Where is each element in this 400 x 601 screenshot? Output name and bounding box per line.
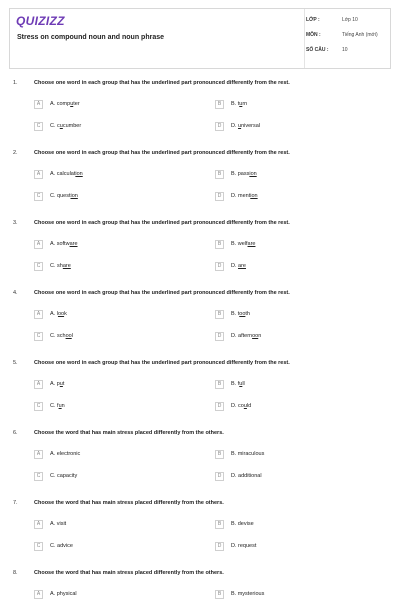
option-text-suffix: n (258, 333, 262, 339)
option-text-prefix: A. physical (50, 591, 77, 597)
option-underlined-part: oo (252, 333, 259, 339)
option-letter-box[interactable]: A (34, 520, 43, 529)
option-text-prefix: A. visit (50, 521, 67, 527)
question-number: 6. (13, 430, 18, 436)
option-text-prefix: D. (231, 263, 239, 269)
question-text: Choose the word that has main stress placed differently from the others. (34, 500, 224, 506)
option-underlined-part: ion (250, 193, 258, 199)
option-letter-box[interactable]: B (215, 590, 224, 599)
option-underlined-part: u (59, 123, 63, 129)
meta-subject-label: MÔN : (306, 32, 321, 38)
option-letter-box[interactable]: A (34, 310, 43, 319)
option-underlined-part: ion (249, 171, 257, 177)
question-text: Choose the word that has main stress placed differently from the others. (34, 430, 224, 436)
question-text: Choose one word in each group that has the underlined part pronounced differently from the rest. (34, 360, 290, 366)
option-text-suffix: niversal (241, 123, 261, 129)
option-letter-box[interactable]: B (215, 240, 224, 249)
option-text (231, 241, 255, 247)
option-text-suffix: rn (242, 101, 248, 107)
option-text (50, 241, 78, 247)
option-underlined-part: u (238, 123, 242, 129)
option-text-prefix: B. devise (231, 521, 254, 527)
option-text-prefix: C. c (50, 123, 60, 129)
meta-class-label: LỚP : (306, 17, 320, 23)
option-letter-box[interactable]: B (215, 380, 224, 389)
option-letter-box[interactable]: C (34, 262, 43, 271)
question-number: 2. (13, 150, 18, 156)
option-letter-box[interactable]: D (215, 472, 224, 481)
option-letter-box[interactable]: A (34, 100, 43, 109)
option-text-suffix: cumber (62, 123, 82, 129)
option-text-suffix: l (71, 333, 73, 339)
worksheet-header (9, 8, 391, 69)
option-text (50, 543, 73, 549)
option-letter-box[interactable]: A (34, 240, 43, 249)
option-text-suffix: ld (246, 403, 252, 409)
option-text (50, 591, 77, 597)
option-text (231, 263, 246, 269)
option-text (231, 101, 247, 107)
option-text-prefix: C. capacity (50, 473, 78, 479)
question-number: 1. (13, 80, 18, 86)
question-text: Choose one word in each group that has the underlined part pronounced differently from the rest. (34, 290, 290, 296)
meta-count-value: 10 (342, 47, 348, 53)
option-letter-box[interactable]: B (215, 520, 224, 529)
option-underlined-part: are (62, 263, 71, 269)
option-letter-box[interactable]: A (34, 170, 43, 179)
option-text-suffix: ter (73, 101, 80, 107)
option-underlined-part: oo (57, 311, 65, 317)
option-letter-box[interactable]: C (34, 402, 43, 411)
option-underlined-part: u (59, 381, 63, 387)
meta-class-value: Lớp 10 (342, 17, 358, 23)
meta-subject-value: Tiếng Anh (mới) (342, 32, 378, 38)
option-text (231, 311, 250, 317)
option-underlined-part: u (239, 381, 243, 387)
option-text-prefix: C. sh (50, 263, 63, 269)
question-text: Choose the word that has main stress placed differently from the others. (34, 570, 224, 576)
option-text (50, 171, 83, 177)
option-letter-box[interactable]: C (34, 192, 43, 201)
option-text (231, 333, 261, 339)
option-underlined-part: ion (70, 193, 78, 199)
option-text-prefix: C. sch (50, 333, 66, 339)
option-text (50, 311, 67, 317)
option-text-suffix: th (245, 311, 250, 317)
option-text-prefix: A. l (50, 311, 58, 317)
option-letter-box[interactable]: B (215, 170, 224, 179)
option-letter-box[interactable]: A (34, 380, 43, 389)
option-text (50, 193, 78, 199)
option-text (231, 521, 254, 527)
option-letter-box[interactable]: A (34, 450, 43, 459)
option-text-prefix: A. softw (50, 241, 70, 247)
option-text (231, 403, 251, 409)
option-text-prefix: D. request (231, 543, 257, 549)
option-text-prefix: A. comp (50, 101, 71, 107)
option-text-suffix: n (61, 403, 65, 409)
option-text (231, 123, 260, 129)
option-underlined-part: are (238, 263, 246, 269)
question-number: 4. (13, 290, 18, 296)
option-text-suffix: k (64, 311, 67, 317)
option-text-prefix: B. t (231, 311, 240, 317)
option-text-prefix: C. advice (50, 543, 73, 549)
option-text (50, 381, 64, 387)
option-letter-box[interactable]: C (34, 332, 43, 341)
question-number: 5. (13, 360, 18, 366)
question-number: 7. (13, 500, 18, 506)
meta-count-label: SỐ CÂU : (306, 47, 329, 53)
option-underlined-part: are (247, 241, 256, 247)
question-text: Choose one word in each group that has the underlined part pronounced differently from the rest. (34, 220, 290, 226)
option-text (50, 451, 80, 457)
option-text-prefix: D. (231, 123, 239, 129)
option-text (231, 171, 257, 177)
option-text (231, 543, 256, 549)
option-letter-box[interactable]: D (215, 192, 224, 201)
option-text (231, 193, 258, 199)
option-text (231, 473, 262, 479)
option-letter-box[interactable]: B (215, 100, 224, 109)
option-letter-box[interactable]: D (215, 542, 224, 551)
option-text (50, 263, 71, 269)
option-letter-box[interactable]: C (34, 472, 43, 481)
option-underlined-part: ion (75, 171, 83, 177)
option-letter-box[interactable]: D (215, 402, 224, 411)
option-text-prefix: A. calculat (50, 171, 76, 177)
option-text (50, 123, 81, 129)
option-text (50, 101, 80, 107)
header-divider (304, 9, 305, 68)
option-text (50, 521, 66, 527)
option-text (231, 451, 264, 457)
option-underlined-part: u (243, 403, 247, 409)
option-letter-box[interactable]: D (215, 262, 224, 271)
question-number: 3. (13, 220, 18, 226)
question-text: Choose one word in each group that has the underlined part pronounced differently from the rest. (34, 80, 290, 86)
option-letter-box[interactable]: C (34, 542, 43, 551)
question-number: 8. (13, 570, 18, 576)
option-letter-box[interactable]: D (215, 122, 224, 131)
option-letter-box[interactable]: B (215, 310, 224, 319)
option-underlined-part: u (58, 403, 62, 409)
option-text (50, 333, 73, 339)
worksheet-title: Stress on compound noun and noun phrase (17, 34, 165, 41)
option-underlined-part: are (69, 241, 78, 247)
option-text-prefix: B. pass (231, 171, 250, 177)
option-text-prefix: C. f (50, 403, 59, 409)
option-text (231, 381, 245, 387)
option-text-prefix: D. additional (231, 473, 262, 479)
option-text-prefix: B. mysterious (231, 591, 265, 597)
option-text-prefix: B. miraculous (231, 451, 265, 457)
option-underlined-part: oo (239, 311, 246, 317)
option-text-prefix: D. aftern (231, 333, 253, 339)
option-text (50, 473, 77, 479)
option-text-prefix: C. quest (50, 193, 71, 199)
option-underlined-part: oo (65, 333, 72, 339)
option-letter-box[interactable]: D (215, 332, 224, 341)
option-text-prefix: B. t (231, 101, 240, 107)
question-text: Choose one word in each group that has the underlined part pronounced differently from the rest. (34, 150, 290, 156)
option-text-prefix: A. p (50, 381, 60, 387)
option-text-suffix: t (62, 381, 65, 387)
option-text-prefix: D. co (231, 403, 244, 409)
option-letter-box[interactable]: B (215, 450, 224, 459)
option-letter-box[interactable]: C (34, 122, 43, 131)
option-text-suffix: ll (242, 381, 245, 387)
option-text (231, 591, 264, 597)
option-text (50, 403, 65, 409)
quizizz-logo: QUIZIZZ (16, 14, 65, 28)
option-underlined-part: u (239, 101, 243, 107)
option-text-prefix: B. f (231, 381, 240, 387)
option-text-prefix: A. electronic (50, 451, 81, 457)
option-letter-box[interactable]: A (34, 590, 43, 599)
option-underlined-part: u (70, 101, 74, 107)
option-text-prefix: D. ment (231, 193, 251, 199)
option-text-prefix: B. welf (231, 241, 248, 247)
